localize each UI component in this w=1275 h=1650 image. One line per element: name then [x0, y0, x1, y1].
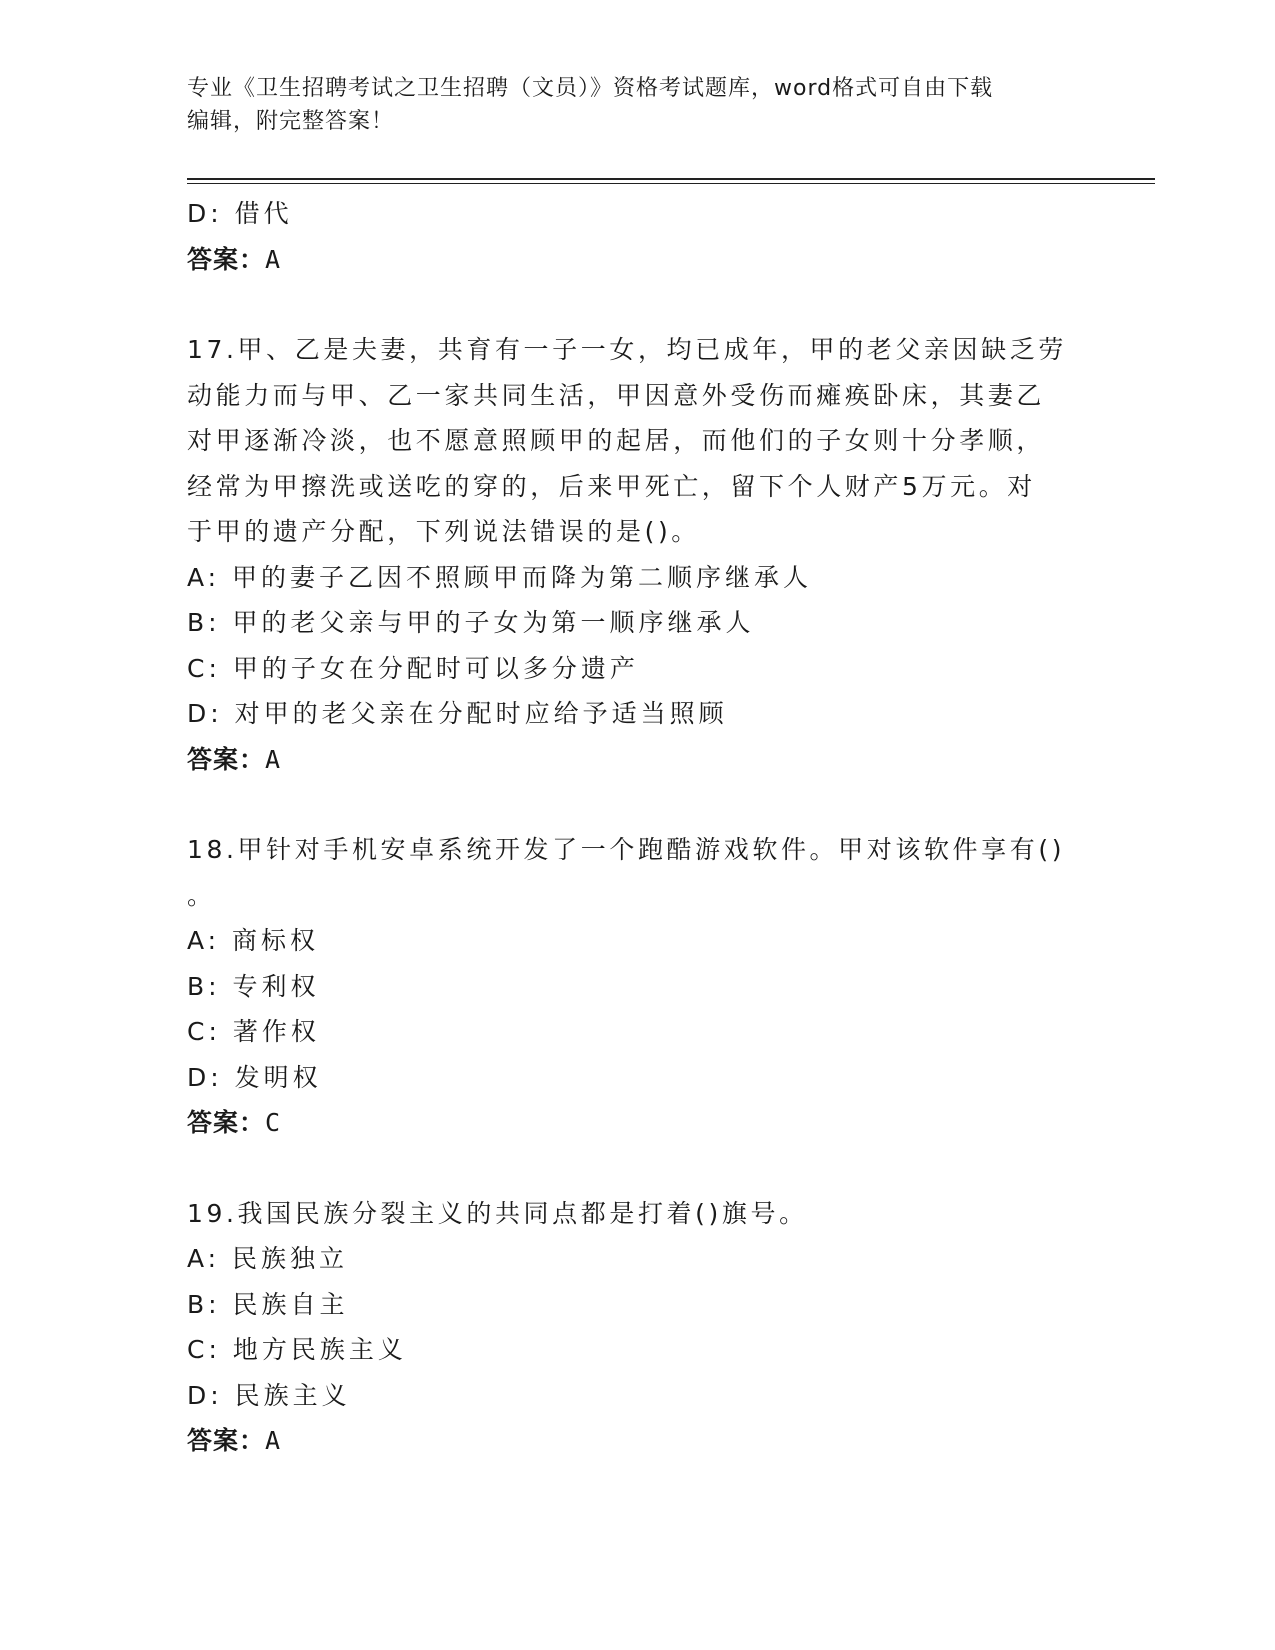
answer-label: 答案：	[187, 1426, 266, 1455]
option-b: B: 专利权	[187, 971, 320, 1001]
answer-value: A	[265, 1426, 282, 1455]
question-text	[187, 1191, 1087, 1237]
question-line: 17.甲、乙是夫妻，共育有一子一女，均已成年，甲的老父亲因缺乏劳	[187, 335, 1067, 364]
question-line: 。	[187, 880, 216, 910]
question-line: 18.甲针对手机安卓系统开发了一个跑酷游戏软件。甲对该软件享有()	[187, 835, 1066, 864]
answer-value: A	[265, 244, 282, 274]
previous-question-tail	[187, 191, 1087, 282]
option-d: D: 民族主义	[187, 1380, 351, 1410]
header-line-1: 专业《卫生招聘考试之卫生招聘（文员）》资格考试题库，word格式可自由下载	[187, 76, 994, 101]
document-body	[187, 191, 1087, 1464]
answer-line	[187, 737, 1087, 783]
answer-value: A	[265, 744, 282, 774]
spacer	[187, 1146, 1087, 1191]
option-a: A: 商标权	[187, 926, 320, 955]
option-c: C: 甲的子女在分配时可以多分遗产	[187, 653, 639, 683]
option-d: D: 发明权	[187, 1062, 322, 1092]
answer-line	[187, 1100, 1087, 1146]
header-divider-thick	[187, 178, 1155, 180]
question-line: 于甲的遗产分配，下列说法错误的是()。	[187, 517, 700, 546]
question-19	[187, 1191, 1087, 1464]
answer-label: 答案：	[187, 744, 266, 774]
question-line: 动能力而与甲、乙一家共同生活，甲因意外受伤而瘫痪卧床，其妻乙	[187, 380, 1046, 410]
option-a: A: 民族独立	[187, 1244, 349, 1273]
option-d: D: 借代	[187, 199, 293, 228]
answer-line	[187, 237, 1087, 283]
question-17	[187, 327, 1087, 782]
spacer	[187, 282, 1087, 327]
question-text	[187, 827, 1087, 918]
answer-label: 答案：	[187, 1108, 266, 1137]
question-18	[187, 827, 1087, 1146]
answer-value: C	[265, 1108, 282, 1137]
option-c: C: 地方民族主义	[187, 1335, 407, 1364]
option-c: C: 著作权	[187, 1017, 320, 1046]
question-line: 对甲逐渐冷淡，也不愿意照顾甲的起居，而他们的子女则十分孝顺，	[187, 426, 1046, 455]
answer-label: 答案：	[187, 244, 266, 274]
header-divider-thin	[187, 183, 1155, 184]
header-line-2: 编辑，附完整答案！	[187, 109, 395, 134]
question-text	[187, 327, 1087, 555]
option-d: D: 对甲的老父亲在分配时应给予适当照顾	[187, 699, 728, 728]
document-header	[187, 72, 1087, 138]
answer-line	[187, 1418, 1087, 1464]
option-a: A: 甲的妻子乙因不照顾甲而降为第二顺序继承人	[187, 562, 813, 592]
question-line: 19.我国民族分裂主义的共同点都是打着()旗号。	[187, 1198, 808, 1228]
question-line: 经常为甲擦洗或送吃的穿的，后来甲死亡，留下个人财产5万元。对	[187, 471, 1036, 501]
option-b: B: 甲的老父亲与甲的子女为第一顺序继承人	[187, 608, 755, 637]
spacer	[187, 782, 1087, 827]
option-b: B: 民族自主	[187, 1289, 349, 1319]
